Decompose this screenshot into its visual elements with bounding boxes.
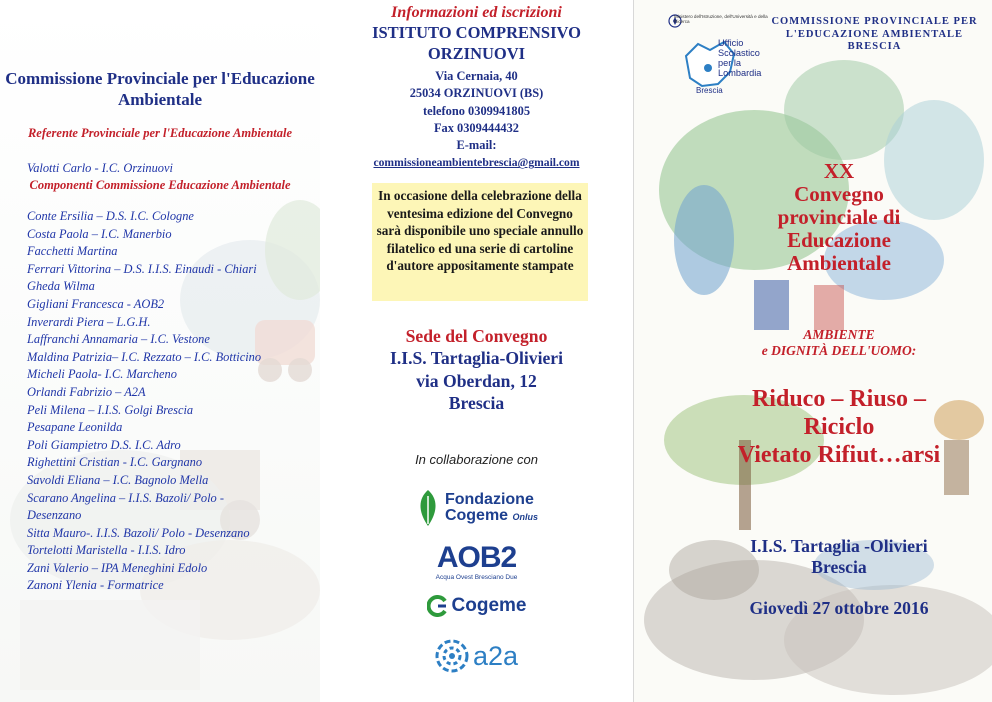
cogeme-wordmark: Cogeme (451, 595, 527, 616)
theme (724, 327, 954, 359)
fondazione-leaf-icon (415, 488, 441, 528)
a2a-globe-icon (435, 639, 469, 673)
slogan (694, 385, 984, 469)
list-item: Gigliani Francesca - AOB2 (27, 296, 165, 311)
aob2-logo (320, 538, 633, 584)
cogeme-logo (320, 592, 633, 620)
cover-venue (694, 536, 984, 578)
email-label: E-mail: (456, 138, 497, 153)
usr-label (718, 38, 761, 78)
list-item: Zanoni Ylenia - Formatrice (27, 578, 164, 593)
list-item: Facchetti Martina (27, 244, 118, 259)
cogeme-symbol-icon (427, 595, 449, 617)
list-item: Orlandi Fabrizio – A2A (27, 384, 146, 399)
venue-block (320, 325, 633, 415)
slogan-line-3: Vietato Rifiut…arsi (737, 442, 941, 468)
left-panel-title: Commissione Provinciale per l'Educazione Ambientale (5, 69, 315, 109)
collaboration-label: In collaborazione con (415, 452, 538, 467)
list-item: Conte Ersilia – D.S. I.C. Cologne (27, 209, 194, 223)
aob2-tagline: Acqua Ovest Bresciano Due (435, 573, 518, 581)
usr-line-2: Scolastico (718, 48, 760, 58)
anniversary-notice: In occasione della celebrazione della ventesima edizione del Convegno sarà disponibile uno speciale annullo filatelico ed una serie di cartoline d'autore appositamente stampate (372, 183, 588, 301)
title-line-2: provinciale di (777, 205, 901, 229)
list-item: Desenzano (27, 508, 82, 523)
edition-number: XX (823, 159, 855, 183)
address: Via Cernaia, 40 (435, 69, 518, 83)
members-list (27, 208, 317, 595)
list-item: Ferrari Vittorina – D.S. I.I.S. Einaudi - Chiari (27, 261, 257, 276)
venue-name: I.I.S. Tartaglia-Olivieri (389, 348, 564, 369)
convention-title (734, 160, 944, 275)
list-item: Inverardi Piera – L.G.H. (27, 314, 151, 329)
title-line-1: Convegno (794, 182, 884, 206)
cover-venue-city: Brescia (811, 557, 867, 577)
list-item: Costa Paola – I.C. Manerbio (27, 226, 172, 241)
contact-details (320, 68, 633, 172)
referent-heading: Referente Provinciale per l'Educazione Ambientale (27, 126, 293, 140)
list-item: Scarano Angelina – I.I.S. Bazoli/ Polo - (27, 490, 224, 505)
phone: telefono 0309941805 (422, 103, 531, 118)
a2a-logo (320, 636, 633, 676)
aob2-wordmark: AOB2 (436, 540, 517, 574)
slogan-line-1: Riduco – Riuso – (751, 386, 927, 412)
city: 25034 ORZINUOVI (BS) (409, 86, 544, 101)
commission-heading: COMMISSIONE PROVINCIALE PER L'EDUCAZIONE AMBIENTALE BRESCIA (771, 16, 978, 53)
fondazione-line-2: Cogeme (444, 506, 509, 524)
list-item: Laffranchi Annamaria – I.C. Vestone (27, 332, 210, 347)
referent-name: Valotti Carlo - I.C. Orzinuovi (27, 161, 173, 175)
usr-line-3: per la (718, 58, 741, 68)
venue-label: Sede del Convegno (405, 326, 548, 346)
list-item: Gheda Wilma (27, 279, 95, 294)
usr-line-1: Ufficio (718, 38, 744, 48)
list-item: Pesapane Leonilda (27, 420, 123, 435)
school-name (320, 22, 633, 64)
list-item: Tortelotti Maristella - I.I.S. Idro (27, 543, 186, 558)
list-item: Sitta Mauro-. I.I.S. Bazoli/ Polo - Desenzano (27, 525, 250, 540)
info-heading: Informazioni ed iscrizioni (391, 4, 562, 21)
theme-line-2: e DIGNITÀ DELL'UOMO: (761, 343, 917, 358)
email-link[interactable]: commissioneambientebrescia@gmail.com (373, 156, 580, 170)
list-item: Zani Valerio – IPA Meneghini Edolo (27, 560, 208, 575)
list-item: Righettini Cristian - I.C. Gargnano (27, 455, 203, 470)
list-item: Savoldi Eliana – I.C. Bagnolo Mella (27, 472, 209, 487)
cover-venue-name: I.I.S. Tartaglia -Olivieri (750, 536, 928, 556)
a2a-wordmark: a2a (472, 640, 519, 671)
list-item: Maldina Patrizia– I.C. Rezzato – I.C. Botticino (27, 349, 262, 364)
title-line-4: Ambientale (787, 251, 891, 275)
school-line-1: ISTITUTO COMPRENSIVO (372, 23, 581, 42)
list-item: Micheli Paola- I.C. Marcheno (27, 367, 177, 382)
theme-line-1: AMBIENTE (803, 327, 875, 342)
venue-street: via Oberdan, 12 (416, 370, 537, 391)
list-item: Peli Milena – I.I.S. Golgi Brescia (27, 402, 194, 417)
components-heading: Componenti Commissione Educazione Ambientale (29, 178, 291, 192)
left-panel (0, 0, 320, 702)
usr-city: Brescia (696, 86, 723, 95)
middle-panel (320, 0, 633, 702)
slogan-line-2: Riciclo (803, 414, 875, 440)
fax: Fax 0309444432 (433, 120, 519, 135)
venue-city: Brescia (448, 393, 505, 414)
ministry-text: Ministero dell'Istruzione, dell'Università e della Ricerca (674, 14, 768, 25)
usr-line-4: Lombardia (718, 68, 762, 78)
fondazione-line-1: Fondazione (444, 490, 534, 508)
cover-panel (633, 0, 992, 702)
fondazione-cogeme-logo (320, 484, 633, 532)
fondazione-onlus: Onlus (512, 511, 539, 522)
title-line-3: Educazione (787, 228, 891, 252)
list-item: Poli Giampietro D.S. I.C. Adro (27, 437, 181, 452)
school-line-2: ORZINUOVI (427, 44, 526, 63)
event-date: Giovedì 27 ottobre 2016 (749, 598, 929, 618)
